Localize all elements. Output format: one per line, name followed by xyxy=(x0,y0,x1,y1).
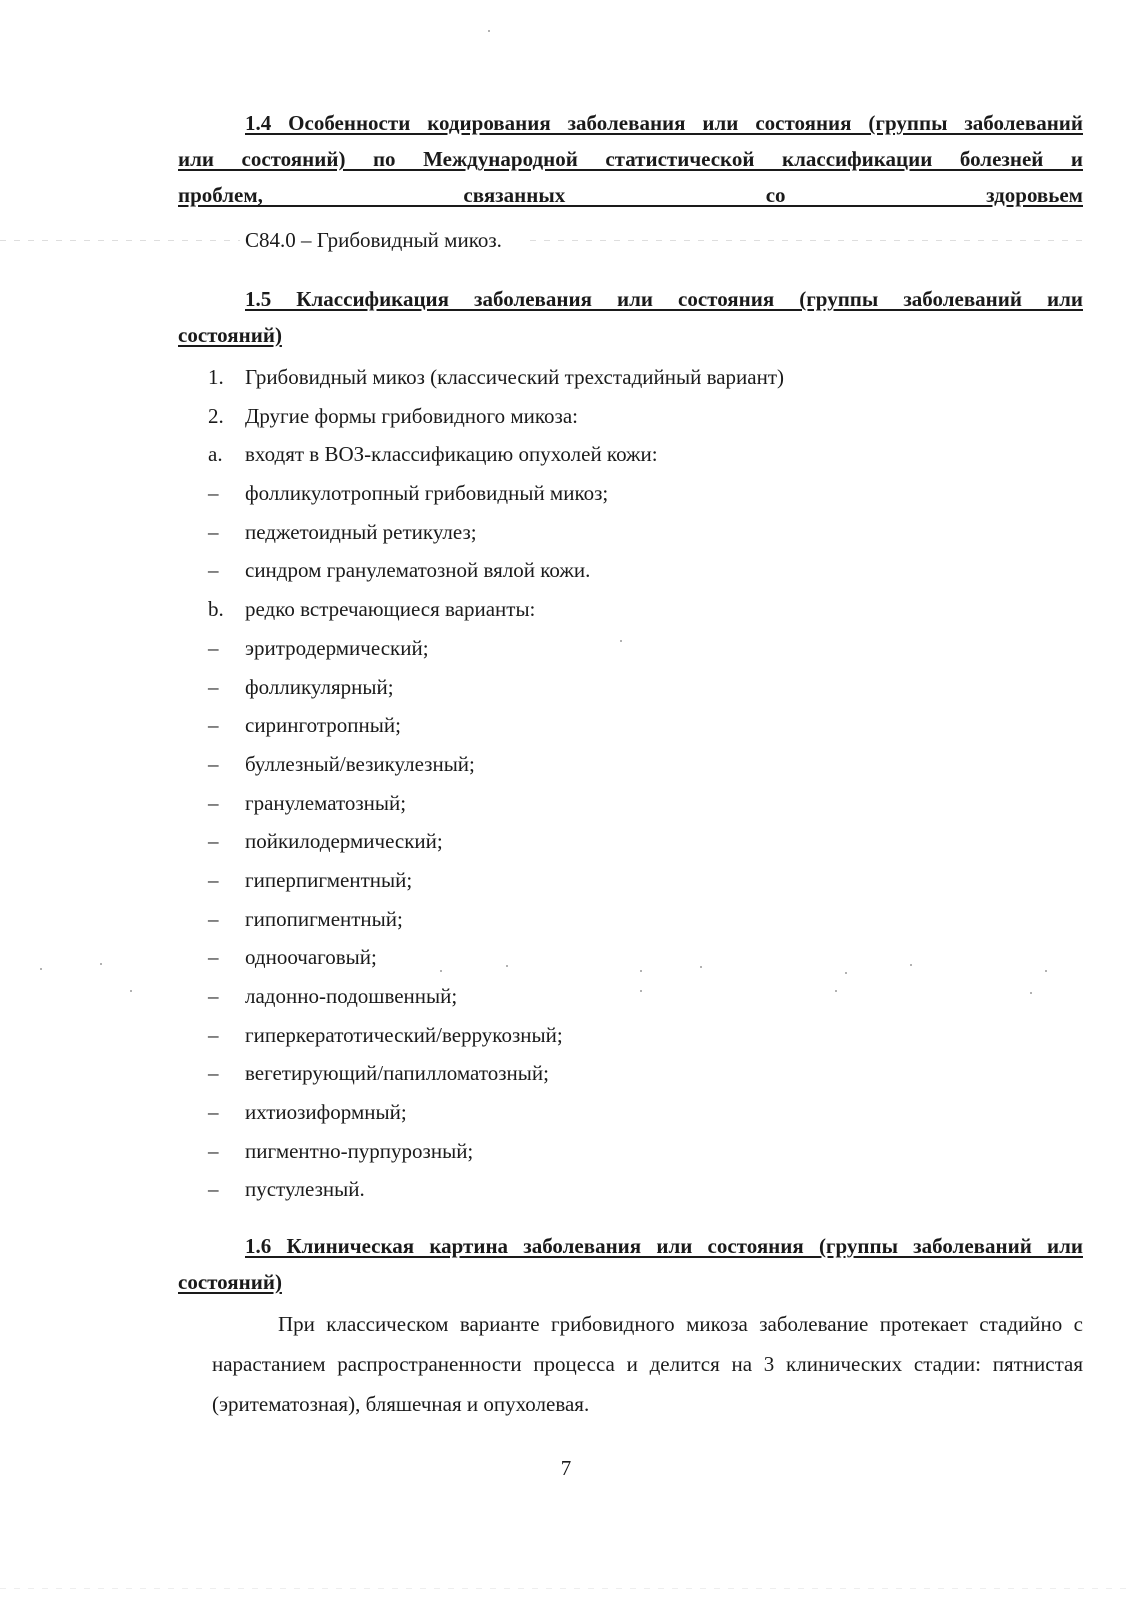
scan-speck xyxy=(100,963,102,965)
list-item-marker: 1. xyxy=(208,365,224,389)
list-item-text: ихтиозиформный; xyxy=(245,1100,407,1125)
list-item xyxy=(178,594,1083,633)
list-item-marker: – xyxy=(208,1177,219,1202)
list-item-marker: – xyxy=(208,906,219,931)
list-item-marker: – xyxy=(208,867,219,892)
list-item-text: ладонно-подошвенный; xyxy=(245,984,458,1008)
list-item xyxy=(178,1020,1083,1059)
list-item-marker: – xyxy=(208,1061,219,1086)
list-item xyxy=(178,788,1083,827)
list-item xyxy=(178,904,1083,943)
scan-artifact-line xyxy=(0,240,240,241)
list-item xyxy=(178,633,1083,672)
scan-artifact-line xyxy=(0,1588,1132,1589)
list-item-marker: – xyxy=(208,674,219,699)
list-item-text: гиперкератотический/веррукозный; xyxy=(245,1022,563,1047)
list-item xyxy=(178,439,1083,478)
list-item xyxy=(178,710,1083,749)
list-item xyxy=(178,555,1083,594)
heading-line: 1.4 Особенности кодирования заболевания или состояния (группы заболеваний xyxy=(245,111,1083,135)
list-item-text: педжетоидный ретикулез; xyxy=(245,519,477,544)
list-item xyxy=(178,478,1083,517)
scan-artifact-line xyxy=(530,240,1090,241)
list-item-marker: – xyxy=(208,635,219,660)
list-item-marker: 2. xyxy=(208,403,224,428)
list-item-marker: – xyxy=(208,945,219,970)
list-item xyxy=(178,362,1083,401)
page-number: 7 xyxy=(560,1456,572,1480)
section-heading-1-4 xyxy=(178,105,1083,213)
list-item-text: фолликулярный; xyxy=(245,674,394,699)
scan-speck xyxy=(40,968,42,970)
list-item-marker: – xyxy=(208,713,219,738)
list-item xyxy=(178,517,1083,556)
list-item-text: гиперпигментный; xyxy=(245,867,413,892)
list-item-marker: – xyxy=(208,519,219,544)
heading-line: состояний) xyxy=(178,323,282,347)
list-item xyxy=(178,401,1083,440)
list-item-text: синдром гранулематозной вялой кожи. xyxy=(245,558,591,583)
section-heading-1-5 xyxy=(178,281,1083,353)
list-item-marker: – xyxy=(208,1022,219,1047)
scan-speck xyxy=(488,30,490,32)
list-item-text: пустулезный. xyxy=(245,1177,365,1202)
list-item xyxy=(178,1097,1083,1136)
heading-line: 1.6 Клиническая картина заболевания или состояния (группы заболеваний или xyxy=(245,1234,1083,1258)
list-item-text: входят в ВОЗ-классификацию опухолей кожи: xyxy=(245,442,658,467)
list-item-text: фолликулотропный грибовидный микоз; xyxy=(245,481,609,506)
list-item-marker: – xyxy=(208,558,219,583)
list-item-marker: a. xyxy=(208,442,223,467)
section-heading-1-6 xyxy=(178,1228,1083,1300)
list-item-marker: – xyxy=(208,829,219,854)
list-item xyxy=(178,942,1083,981)
list-item-text: одноочаговый; xyxy=(245,945,377,970)
list-item xyxy=(178,826,1083,865)
list-item-text: Другие формы грибовидного микоза: xyxy=(245,403,578,428)
list-item xyxy=(178,1058,1083,1097)
heading-line: проблем, связанных со здоровьем xyxy=(178,183,1083,207)
scan-speck xyxy=(130,990,132,992)
heading-line: 1.5 Классификация заболевания или состояния (группы заболеваний или xyxy=(245,287,1083,311)
list-item-text: Грибовидный микоз (классический трехстадийный вариант) xyxy=(245,365,785,389)
list-item-marker: – xyxy=(208,481,219,506)
list-item-text: буллезный/везикулезный; xyxy=(245,751,475,776)
list-item-text: сиринготропный; xyxy=(245,713,401,738)
list-item-text: вегетирующий/папилломатозный; xyxy=(245,1061,549,1086)
classification-list xyxy=(178,362,1083,1213)
list-item-marker: – xyxy=(208,751,219,776)
icd-code-text: C84.0 – Грибовидный микоз. xyxy=(245,228,502,252)
list-item-text: пигментно-пурпурозный; xyxy=(245,1138,474,1163)
heading-line: или состояний) по Международной статистической классификации болезней и xyxy=(178,147,1083,171)
list-item-marker: – xyxy=(208,790,219,815)
list-item-text: гипопигментный; xyxy=(245,906,403,931)
list-item xyxy=(178,981,1083,1020)
list-item xyxy=(178,1174,1083,1213)
list-item-marker: – xyxy=(208,1100,219,1125)
list-item xyxy=(178,672,1083,711)
list-item-marker: b. xyxy=(208,597,224,622)
list-item-marker: – xyxy=(208,1138,219,1163)
list-item-marker: – xyxy=(208,984,219,1008)
list-item xyxy=(178,749,1083,788)
heading-line: состояний) xyxy=(178,1270,282,1294)
list-item-text: эритродермический; xyxy=(245,635,429,660)
list-item xyxy=(178,1136,1083,1175)
list-item-text: гранулематозный; xyxy=(245,790,407,815)
list-item xyxy=(178,865,1083,904)
list-item-text: редко встречающиеся варианты: xyxy=(245,597,536,622)
list-item-text: пойкилодермический; xyxy=(245,829,443,854)
clinical-picture-paragraph: При классическом варианте грибовидного микоза заболевание протекает стадийно с нарастанием распространенности процесса и делится на 3 клинических стадии: пятнистая (эритематозная), бляшечная и опухолевая. xyxy=(212,1312,1083,1416)
